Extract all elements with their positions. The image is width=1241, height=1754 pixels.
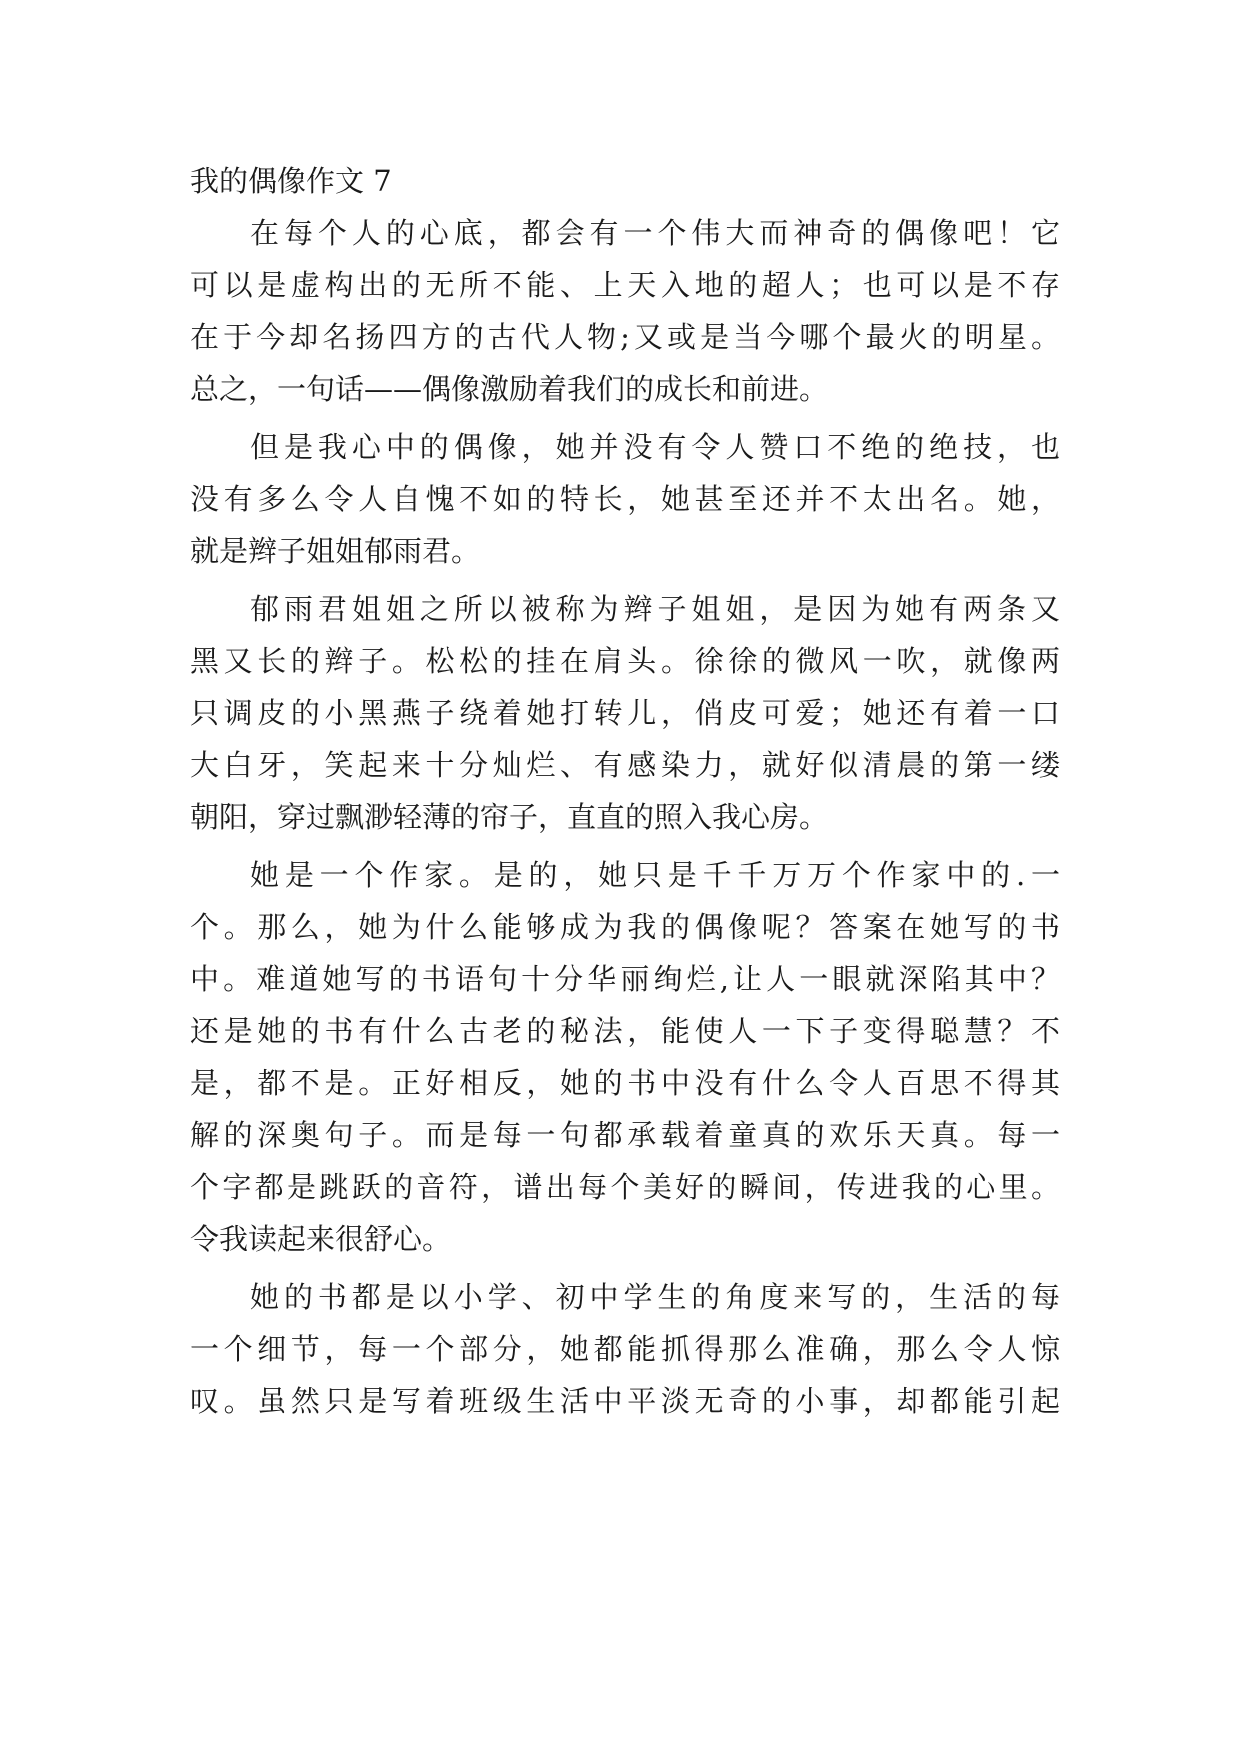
paragraph-4 <box>190 849 1060 1265</box>
text-line: 总之，一句话——偶像激励着我们的成长和前进。 <box>190 372 829 406</box>
text-line: 郁雨君姐姐之所以被称为辫子姐姐，是因为她有两条又 <box>250 592 1060 626</box>
paragraph-5 <box>190 1271 1060 1427</box>
text-line: 朝阳，穿过飘渺轻薄的帘子，直直的照入我心房。 <box>190 800 829 834</box>
text-line: 在于今却名扬四方的古代人物;又或是当今哪个最火的明星。 <box>190 320 1060 354</box>
document-body <box>190 155 1060 1427</box>
text-line: 她是一个作家。是的，她只是千千万万个作家中的.一 <box>250 858 1060 892</box>
document-title: 我的偶像作文 7 <box>190 164 392 198</box>
text-line: 可以是虚构出的无所不能、上天入地的超人；也可以是不存 <box>190 268 1060 302</box>
text-line: 还是她的书有什么古老的秘法，能使人一下子变得聪慧？不 <box>190 1014 1060 1048</box>
text-line: 个。那么，她为什么能够成为我的偶像呢？答案在她写的书 <box>190 910 1060 944</box>
text-line: 个字都是跳跃的音符，谱出每个美好的瞬间，传进我的心里。 <box>190 1170 1060 1204</box>
text-line: 大白牙，笑起来十分灿烂、有感染力，就好似清晨的第一缕 <box>190 748 1060 782</box>
text-line: 她的书都是以小学、初中学生的角度来写的，生活的每 <box>250 1280 1060 1314</box>
text-line: 一个细节，每一个部分，她都能抓得那么准确，那么令人惊 <box>190 1332 1060 1366</box>
text-line: 就是辫子姐姐郁雨君。 <box>190 534 481 568</box>
text-line: 是，都不是。正好相反，她的书中没有什么令人百思不得其 <box>190 1066 1060 1100</box>
text-line: 令我读起来很舒心。 <box>190 1222 452 1256</box>
paragraph-3 <box>190 583 1060 843</box>
text-line: 叹。虽然只是写着班级生活中平淡无奇的小事，却都能引起 <box>190 1384 1060 1418</box>
text-line: 中。难道她写的书语句十分华丽绚烂,让人一眼就深陷其中？ <box>190 962 1060 996</box>
text-line: 黑又长的辫子。松松的挂在肩头。徐徐的微风一吹，就像两 <box>190 644 1060 678</box>
paragraph-1 <box>190 207 1060 415</box>
paragraph-2 <box>190 421 1060 577</box>
text-line: 解的深奥句子。而是每一句都承载着童真的欢乐天真。每一 <box>190 1118 1060 1152</box>
text-line: 在每个人的心底，都会有一个伟大而神奇的偶像吧！它 <box>250 216 1060 250</box>
text-line: 只调皮的小黑燕子绕着她打转儿，俏皮可爱；她还有着一口 <box>190 696 1060 730</box>
text-line: 没有多么令人自愧不如的特长，她甚至还并不太出名。她， <box>190 482 1060 516</box>
text-line: 但是我心中的偶像，她并没有令人赞口不绝的绝技，也 <box>250 430 1060 464</box>
